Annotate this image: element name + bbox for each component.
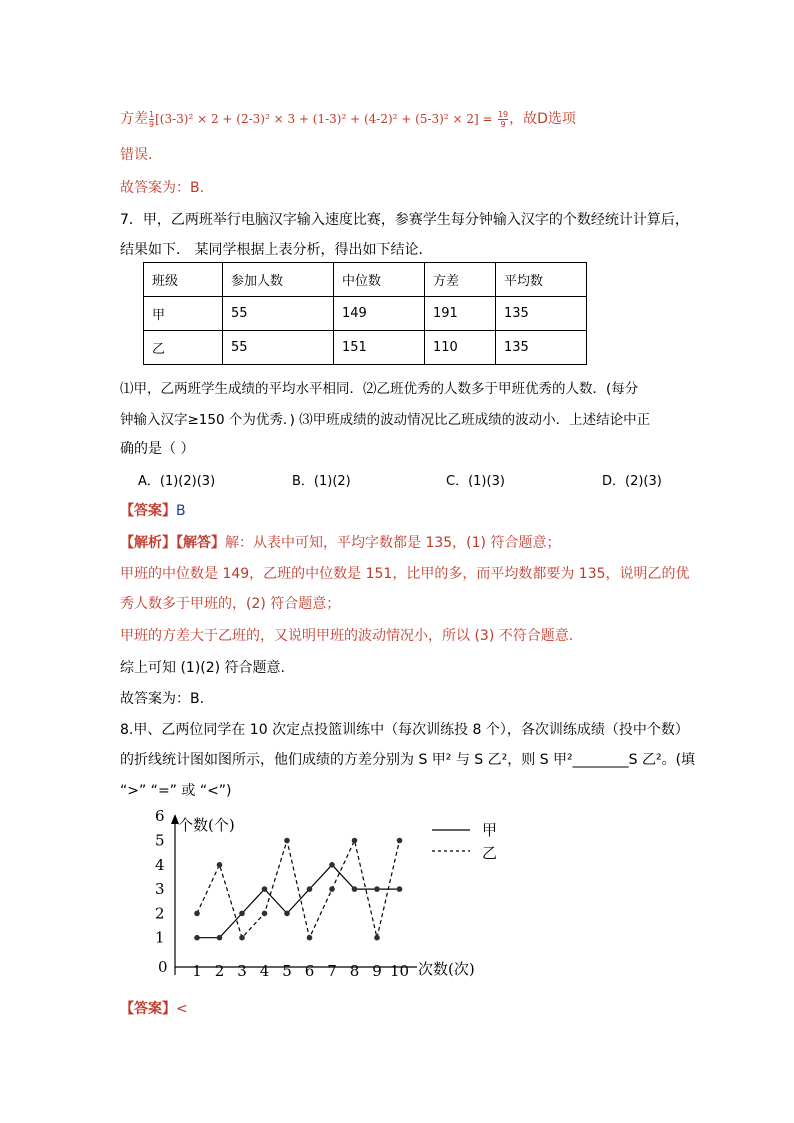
variance-expression: [(3-3)² × 2 + (2-3)² × 3 + (1-3)² + (4-2)² + (5-3)² × 2] = bbox=[155, 112, 493, 126]
legend-label-yi: 乙 bbox=[482, 844, 498, 862]
table-header-cell: 参加人数 bbox=[223, 263, 334, 297]
frac-denominator: 9 bbox=[149, 119, 155, 129]
data-point bbox=[239, 911, 245, 917]
answer-value: < bbox=[176, 1001, 188, 1017]
x-tick-label: 8 bbox=[349, 962, 360, 980]
table-cell: 甲 bbox=[144, 297, 223, 331]
option-c: C．(1)(3) bbox=[446, 474, 505, 489]
data-point bbox=[307, 886, 313, 892]
y-tick-label: 0 bbox=[158, 958, 168, 976]
result-numerator: 19 bbox=[497, 109, 509, 119]
q7-analysis-2: 甲班的中位数是 149，乙班的中位数是 151，比甲的多，而平均数都要为 135，说明乙的优 bbox=[120, 566, 690, 582]
table-cell: 55 bbox=[223, 297, 334, 331]
legend-label-jia: 甲 bbox=[482, 821, 498, 839]
y-tick-label: 4 bbox=[155, 855, 165, 874]
y-tick-label: 1 bbox=[155, 928, 165, 947]
y-tick-label: 6 bbox=[155, 807, 165, 826]
option-a: A．(1)(2)(3) bbox=[138, 474, 216, 489]
q7-analysis-3: 秀人数多于甲班的，(2) 符合题意； bbox=[120, 596, 341, 612]
option-d: D．(2)(3) bbox=[602, 474, 662, 489]
q7-analysis-4: 甲班的方差大于乙班的，又说明甲班的波动情况小，所以 (3) 不符合题意. bbox=[120, 628, 574, 644]
q7-analysis-6: 故答案为：B. bbox=[120, 691, 205, 707]
table-header-cell: 方差 bbox=[425, 263, 496, 297]
y-tick-label: 2 bbox=[155, 904, 165, 923]
data-point bbox=[374, 935, 380, 941]
answer-value: B bbox=[176, 503, 186, 519]
frac-numerator: 1 bbox=[149, 109, 155, 119]
result-denominator: 9 bbox=[500, 119, 506, 129]
x-tick-label: 6 bbox=[304, 962, 315, 980]
q7-line-1: 7．甲，乙两班举行电脑汉字输入速度比赛，参赛学生每分钟输入汉字的个数经统计计算后， bbox=[120, 212, 689, 228]
series-line-jia bbox=[197, 865, 400, 938]
y-tick-label: 3 bbox=[155, 880, 165, 899]
analysis-text: 解：从表中可知，平均字数都是 135，(1) 符合题意； bbox=[225, 535, 561, 551]
y-axis-label: 个数(个) bbox=[178, 816, 235, 834]
data-point bbox=[329, 886, 335, 892]
table-cell: 135 bbox=[496, 297, 587, 331]
table-header-cell: 平均数 bbox=[496, 263, 587, 297]
answer-label: 【答案】 bbox=[120, 503, 176, 519]
chart-legend bbox=[432, 821, 497, 862]
data-point bbox=[307, 935, 313, 941]
data-point bbox=[284, 911, 290, 917]
table-cell: 149 bbox=[334, 297, 425, 331]
q8-answer bbox=[120, 998, 188, 1018]
table-cell: 55 bbox=[223, 331, 334, 365]
table-cell: 191 bbox=[425, 297, 496, 331]
data-point bbox=[217, 862, 223, 868]
data-point bbox=[397, 838, 403, 844]
q7-analysis-5: 综上可知 (1)(2) 符合题意. bbox=[120, 660, 286, 676]
table-cell: 乙 bbox=[144, 331, 223, 365]
x-tick-label: 1 bbox=[192, 962, 202, 980]
x-tick-label: 7 bbox=[327, 962, 337, 980]
data-point bbox=[217, 935, 223, 941]
table-header-cell: 中位数 bbox=[334, 263, 425, 297]
variance-prefix: 方差 bbox=[120, 111, 148, 127]
x-tick-label: 10 bbox=[389, 962, 410, 980]
data-point bbox=[329, 862, 335, 868]
q8-line-1: 8.甲、乙两位同学在 10 次定点投篮训练中（每次训练投 8 个），各次训练成绩（投中个数） bbox=[120, 722, 689, 738]
data-point bbox=[352, 838, 358, 844]
q8-line-3: “>” “=” 或 “<”) bbox=[120, 783, 232, 799]
x-tick-label: 4 bbox=[259, 962, 270, 980]
data-point bbox=[194, 911, 200, 917]
x-axis-label: 次数(次) bbox=[418, 960, 475, 978]
answer-label: 【答案】 bbox=[120, 1001, 176, 1017]
data-point bbox=[397, 886, 403, 892]
table-cell: 151 bbox=[334, 331, 425, 365]
data-point bbox=[284, 838, 290, 844]
variance-suffix: ，故D选项 bbox=[509, 111, 576, 127]
data-point bbox=[262, 911, 268, 917]
table-cell: 110 bbox=[425, 331, 496, 365]
data-point bbox=[352, 886, 358, 892]
option-b: B．(1)(2) bbox=[292, 474, 351, 489]
data-point bbox=[262, 886, 268, 892]
variance-conclusion: 错误. bbox=[120, 147, 153, 163]
x-tick-label: 3 bbox=[237, 962, 247, 980]
table-header-cell: 班级 bbox=[144, 263, 223, 297]
data-point bbox=[239, 935, 245, 941]
data-point bbox=[374, 886, 380, 892]
q8-line-2: 的折线统计图如图所示，他们成绩的方差分别为 S 甲² 与 S 乙²，则 S 甲²________S 乙²。(填 bbox=[120, 752, 696, 768]
q7-statement-1: ⑴甲，乙两班学生成绩的平均水平相同．⑵乙班优秀的人数多于甲班优秀的人数．(每分 bbox=[120, 381, 639, 397]
x-tick-label: 9 bbox=[372, 962, 382, 980]
data-point bbox=[194, 935, 200, 941]
q7-statement-3: 确的是（ ） bbox=[120, 441, 195, 457]
y-tick-label: 5 bbox=[155, 831, 165, 850]
q7-statement-2: 钟输入汉字≥150 个为优秀．) ⑶甲班成绩的波动情况比乙班成绩的波动小．上述结论中正 bbox=[120, 412, 651, 428]
answer-previous: 故答案为：B. bbox=[120, 180, 205, 196]
q7-line-2: 结果如下． 某同学根据上表分析，得出如下结论． bbox=[120, 242, 433, 258]
x-tick-label: 2 bbox=[214, 962, 225, 980]
analysis-label: 【解析】【解答】 bbox=[120, 535, 225, 551]
table-cell: 135 bbox=[496, 331, 587, 365]
x-tick-label: 5 bbox=[282, 962, 292, 980]
